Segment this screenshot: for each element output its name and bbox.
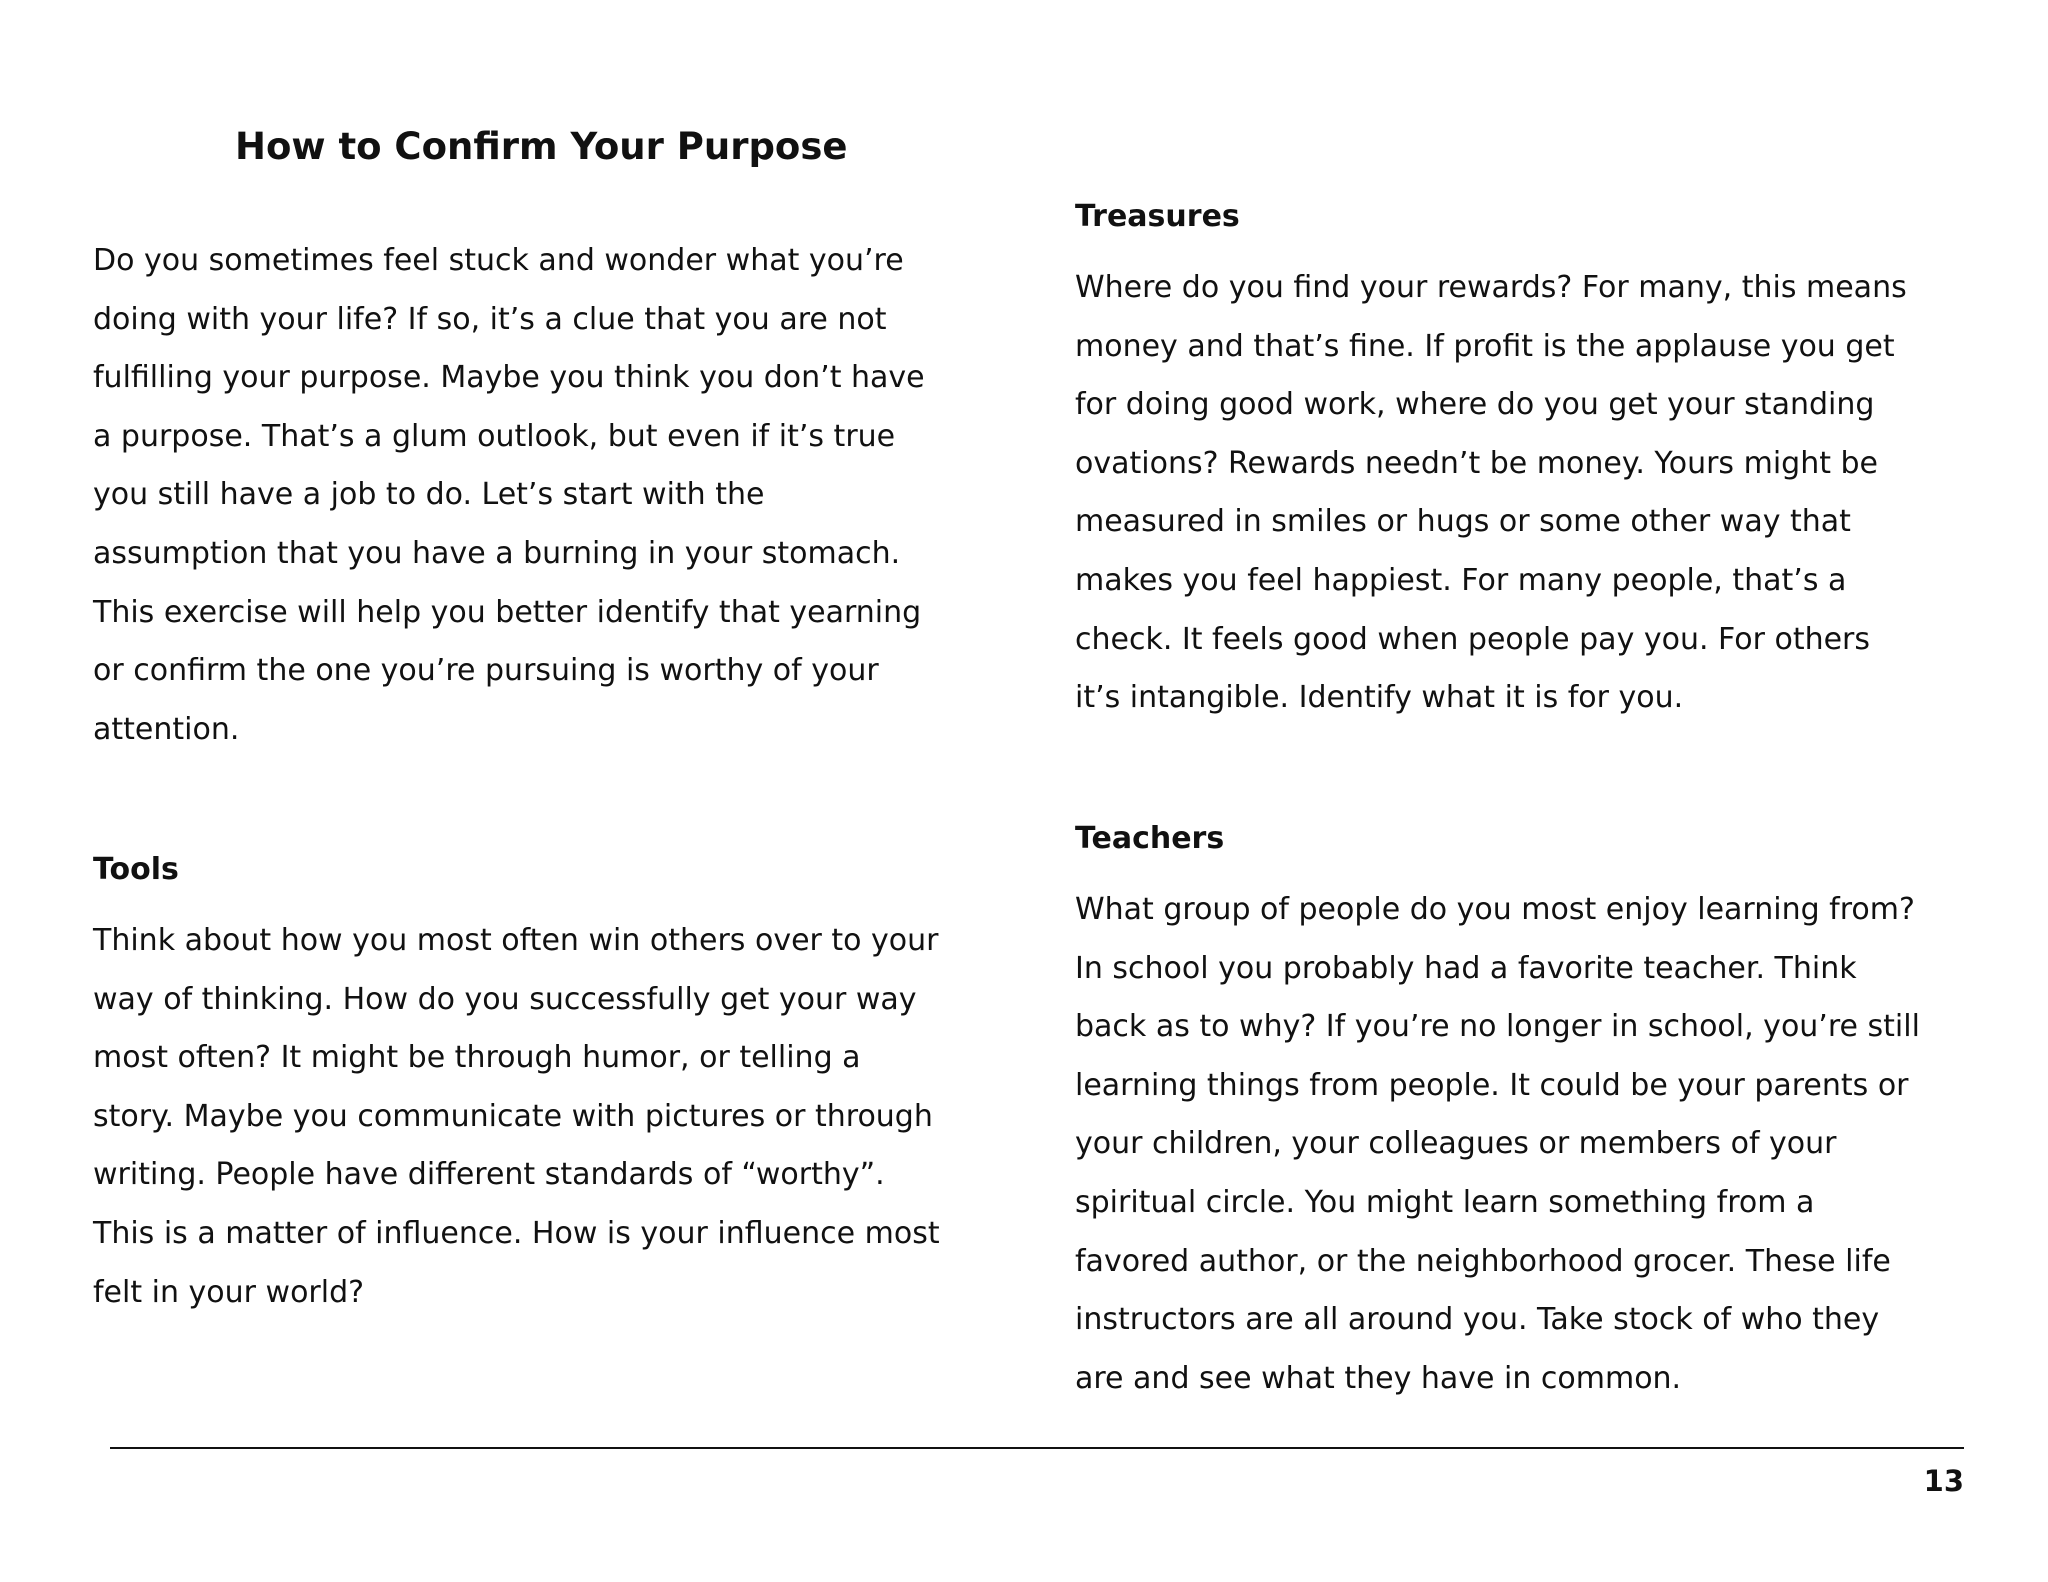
text-line: instructors are all around you. Take stock of who they [1075,1302,1880,1338]
text-line: felt in your world? [93,1274,365,1310]
text-line: you still have a job to do. Let’s start with the [93,477,765,513]
text-line: Do you sometimes feel stuck and wonder what you’re [93,243,904,278]
page-title: How to Confirm Your Purpose [235,125,848,168]
footer-divider [110,1447,1964,1449]
tools-heading: Tools [93,852,179,887]
text-line: favored author, or the neighborhood grocer. These life [1075,1243,1891,1279]
teachers-heading: Teachers [1075,821,1225,856]
text-line: measured in smiles or hugs or some other way that [1075,504,1851,540]
text-line: story. Maybe you communicate with pictures or through [93,1098,933,1134]
text-line: a purpose. That’s a glum outlook, but even if it’s true [93,418,896,454]
text-line: money and that’s fine. If profit is the applause you get [1075,328,1895,364]
text-line: for doing good work, where do you get your standing [1075,387,1875,423]
treasures-heading: Treasures [1075,199,1240,234]
text-line: spiritual circle. You might learn something from a [1075,1184,1815,1220]
text-line: In school you probably had a favorite teacher. Think [1075,950,1857,986]
tools-paragraph [93,912,940,1322]
text-line: makes you feel happiest. For many people, that’s a [1075,562,1847,598]
text-line: learning things from people. It could be your parents or [1075,1067,1909,1103]
text-line: it’s intangible. Identify what it is for you. [1075,680,1684,716]
text-line: or confirm the one you’re pursuing is worthy of your [93,653,879,689]
intro-paragraph [93,232,925,759]
text-line: assumption that you have a burning in your stomach. [93,535,901,571]
text-line: What group of people do you most enjoy learning from? [1075,892,1915,927]
text-line: back as to why? If you’re no longer in school, you’re still [1075,1009,1920,1045]
text-line: Think about how you most often win others over to your [93,923,939,958]
treasures-paragraph [1075,259,1907,728]
text-line: This exercise will help you better identify that yearning [93,594,922,630]
text-line: your children, your colleagues or members of your [1075,1126,1837,1162]
text-line: are and see what they have in common. [1075,1360,1682,1396]
text-line: writing. People have different standards of “worthy”. [93,1157,885,1193]
text-line: check. It feels good when people pay you. For others [1075,621,1871,657]
text-line: most often? It might be through humor, or telling a [93,1040,861,1076]
page-number: 13 [1923,1464,1964,1498]
text-line: ovations? Rewards needn’t be money. Yours might be [1075,445,1879,481]
text-line: doing with your life? If so, it’s a clue that you are not [93,301,887,337]
text-line: fulfilling your purpose. Maybe you think you don’t have [93,360,925,396]
text-line: Where do you find your rewards? For many, this means [1075,270,1907,305]
text-line: way of thinking. How do you successfully get your way [93,981,917,1017]
text-line: This is a matter of influence. How is your influence most [93,1215,940,1251]
text-line: attention. [93,711,240,747]
teachers-paragraph [1075,881,1920,1408]
